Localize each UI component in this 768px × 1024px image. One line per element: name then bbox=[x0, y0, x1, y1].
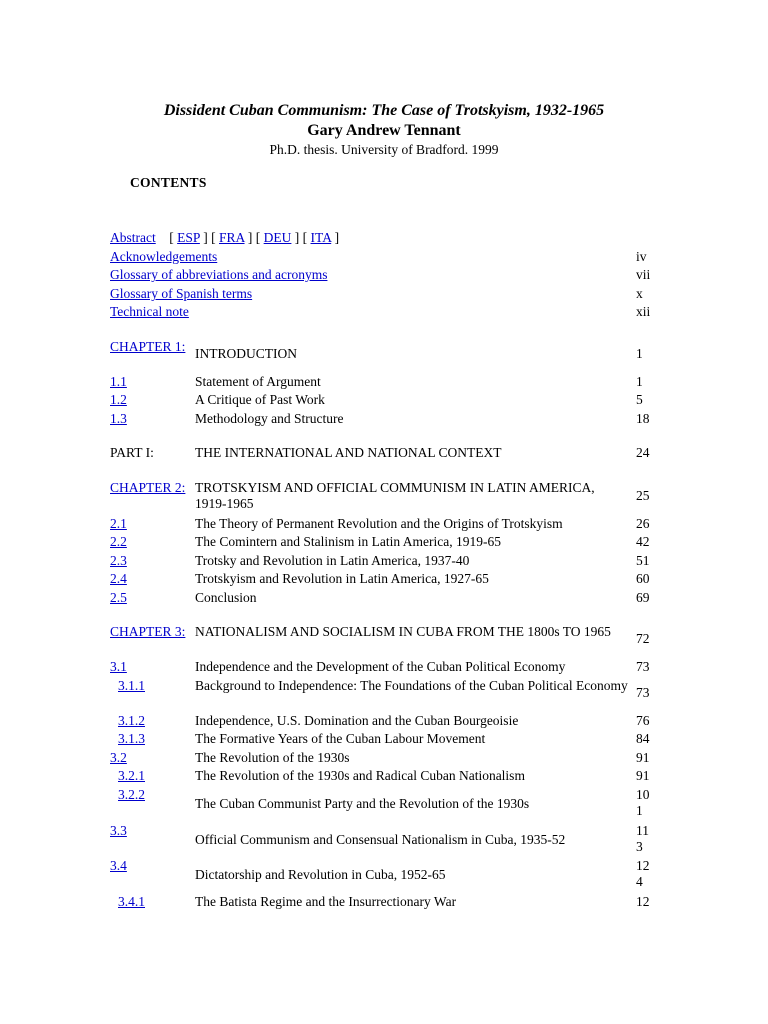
page-number: 26 bbox=[636, 516, 650, 531]
page-number: 91 bbox=[636, 768, 650, 783]
toc-title: TROTSKYISM AND OFFICIAL COMMUNISM IN LATIN AMERICA, 1919-1965 bbox=[195, 480, 595, 511]
abstract-lang-deu-link[interactable]: DEU bbox=[263, 230, 292, 245]
section-3-1-link[interactable]: 3.1 bbox=[110, 659, 127, 674]
page-number: 124 bbox=[636, 858, 650, 889]
section-3-1-2-link[interactable]: 3.1.2 bbox=[118, 713, 145, 728]
section-1-2-link[interactable]: 1.2 bbox=[110, 392, 127, 407]
toc-title: Dictatorship and Revolution in Cuba, 1952-65 bbox=[195, 867, 446, 882]
front-matter-row bbox=[110, 285, 655, 303]
section-3-4-link[interactable]: 3.4 bbox=[110, 858, 127, 873]
page-number: 113 bbox=[636, 823, 649, 854]
section-2-2-link[interactable]: 2.2 bbox=[110, 534, 127, 549]
page-number: 1 bbox=[636, 346, 643, 361]
page-number: 60 bbox=[636, 571, 650, 586]
acknowledgements-link[interactable]: Acknowledgements bbox=[110, 249, 218, 264]
page-number: iv bbox=[636, 249, 647, 264]
toc-title: A Critique of Past Work bbox=[195, 392, 325, 407]
contents-heading: CONTENTS bbox=[130, 175, 207, 190]
abstract-lang-ita-link[interactable]: ITA bbox=[310, 230, 332, 245]
lang-bracket: ] [ bbox=[199, 230, 219, 245]
toc-title: The Theory of Permanent Revolution and the Origins of Trotskyism bbox=[195, 516, 563, 531]
toc-title: The Cuban Communist Party and the Revolution of the 1930s bbox=[195, 796, 530, 811]
front-matter-row bbox=[110, 266, 655, 284]
page-number: 24 bbox=[636, 445, 650, 460]
toc-title: The Revolution of the 1930s bbox=[195, 750, 350, 765]
lang-bracket: ] bbox=[331, 230, 340, 245]
section-3-1-1-link[interactable]: 3.1.1 bbox=[118, 678, 145, 693]
page-number: 73 bbox=[636, 685, 650, 700]
technical-note-link[interactable]: Technical note bbox=[110, 304, 189, 319]
toc-title: The Comintern and Stalinism in Latin America, 1919-65 bbox=[195, 534, 501, 549]
page-number: 91 bbox=[636, 750, 650, 765]
section-3-3-link[interactable]: 3.3 bbox=[110, 823, 127, 838]
page-number: 12 bbox=[636, 894, 650, 909]
page-number: 42 bbox=[636, 534, 650, 549]
section-3-2-link[interactable]: 3.2 bbox=[110, 750, 127, 765]
section-1-1-link[interactable]: 1.1 bbox=[110, 374, 127, 389]
toc-title: The Batista Regime and the Insurrectionary War bbox=[195, 894, 457, 909]
toc-title: The Revolution of the 1930s and Radical Cuban Nationalism bbox=[195, 768, 525, 783]
toc-title: THE INTERNATIONAL AND NATIONAL CONTEXT bbox=[195, 445, 502, 460]
chapter-3-link[interactable]: CHAPTER 3: bbox=[110, 624, 186, 639]
page-number: 51 bbox=[636, 553, 650, 568]
document-header bbox=[0, 101, 768, 158]
front-matter-row bbox=[110, 248, 655, 266]
toc-title: Independence and the Development of the Cuban Political Economy bbox=[195, 659, 566, 674]
section-3-2-1-link[interactable]: 3.2.1 bbox=[118, 768, 145, 783]
section-1-3-link[interactable]: 1.3 bbox=[110, 411, 127, 426]
thesis-subtitle: Ph.D. thesis. University of Bradford. 1999 bbox=[269, 142, 499, 157]
chapter-2-link[interactable]: CHAPTER 2: bbox=[110, 480, 186, 495]
lang-bracket: ] [ bbox=[291, 230, 311, 245]
lang-bracket: ] [ bbox=[244, 230, 264, 245]
abstract-row bbox=[110, 229, 655, 247]
lang-bracket: [ bbox=[159, 230, 178, 245]
thesis-title: Dissident Cuban Communism: The Case of Trotskyism, 1932-1965 bbox=[163, 102, 605, 119]
toc-title: Official Communism and Consensual Nationalism in Cuba, 1935-52 bbox=[195, 832, 566, 847]
toc-title: Independence, U.S. Domination and the Cuban Bourgeoisie bbox=[195, 713, 519, 728]
part-label: PART I: bbox=[110, 445, 154, 460]
abstract-lang-fra-link[interactable]: FRA bbox=[219, 230, 245, 245]
section-3-2-2-link[interactable]: 3.2.2 bbox=[118, 787, 145, 802]
toc-title: Trotsky and Revolution in Latin America, 1937-40 bbox=[195, 553, 470, 568]
toc-title: NATIONALISM AND SOCIALISM IN CUBA FROM THE 1800s TO 1965 bbox=[195, 624, 611, 639]
page-number: vii bbox=[636, 267, 651, 282]
toc-title: Trotskyism and Revolution in Latin America, 1927-65 bbox=[195, 571, 489, 586]
toc-title: The Formative Years of the Cuban Labour Movement bbox=[195, 731, 486, 746]
toc-title: Statement of Argument bbox=[195, 374, 321, 389]
page-number: 73 bbox=[636, 659, 650, 674]
page-number: 5 bbox=[636, 392, 643, 407]
page-number: 18 bbox=[636, 411, 650, 426]
page-number: 72 bbox=[636, 631, 650, 646]
section-3-1-3-link[interactable]: 3.1.3 bbox=[118, 731, 145, 746]
author-name: Gary Andrew Tennant bbox=[307, 122, 461, 139]
toc-title: Background to Independence: The Foundations of the Cuban Political Economy bbox=[195, 678, 628, 693]
glossary-spanish-link[interactable]: Glossary of Spanish terms bbox=[110, 286, 253, 301]
page-number: 101 bbox=[636, 787, 650, 818]
toc-title: INTRODUCTION bbox=[195, 346, 297, 361]
page-number: 25 bbox=[636, 488, 650, 503]
glossary-abbreviations-link[interactable]: Glossary of abbreviations and acronyms bbox=[110, 267, 328, 282]
section-3-4-1-link[interactable]: 3.4.1 bbox=[118, 894, 145, 909]
page-number: xii bbox=[636, 304, 651, 319]
page-number: 1 bbox=[636, 374, 643, 389]
abstract-lang-esp-link[interactable]: ESP bbox=[177, 230, 200, 245]
section-2-1-link[interactable]: 2.1 bbox=[110, 516, 127, 531]
toc-title: Methodology and Structure bbox=[195, 411, 344, 426]
abstract-link[interactable]: Abstract bbox=[110, 230, 156, 245]
page-number: x bbox=[636, 286, 643, 301]
chapter-1-link[interactable]: CHAPTER 1: bbox=[110, 339, 186, 354]
section-2-4-link[interactable]: 2.4 bbox=[110, 571, 127, 586]
page-number: 84 bbox=[636, 731, 650, 746]
page-number: 76 bbox=[636, 713, 650, 728]
front-matter-row bbox=[110, 303, 655, 321]
toc-title: Conclusion bbox=[195, 590, 257, 605]
page-number: 69 bbox=[636, 590, 650, 605]
section-2-5-link[interactable]: 2.5 bbox=[110, 590, 127, 605]
section-2-3-link[interactable]: 2.3 bbox=[110, 553, 127, 568]
